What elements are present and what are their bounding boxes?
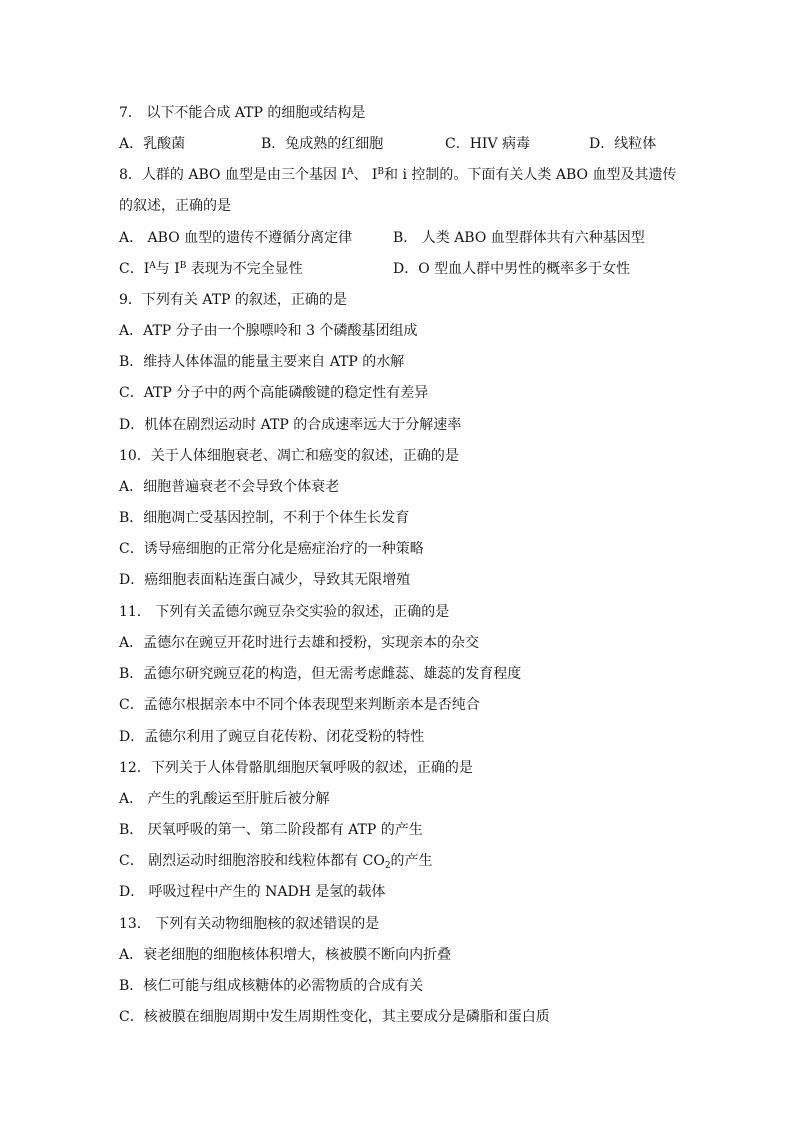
allele-superscript-b: B — [377, 167, 385, 177]
question-12-option-c-part: C． 剧烈运动时细胞溶胶和线粒体都有 CO — [119, 853, 385, 869]
question-13-stem: 13． 下列有关动物细胞核的叙述错误的是 — [119, 916, 380, 932]
allele-superscript-a: A — [149, 261, 156, 271]
question-12-option-c-part: 的产生 — [390, 853, 433, 869]
question-8-options-ab — [119, 226, 679, 250]
question-8-option-c-part: 表现为不完全显性 — [186, 261, 303, 277]
question-8-stem-part: 8．人群的 ABO 血型是由三个基因 I — [119, 167, 347, 183]
question-11-option-c: C．孟德尔根据亲本中不同个体表现型来判断亲本是否纯合 — [119, 697, 480, 713]
question-8-options-cd — [119, 257, 679, 281]
question-12-option-d: D． 呼吸过程中产生的 NADH 是氢的载体 — [119, 884, 386, 900]
question-10-stem: 10．关于人体细胞衰老、凋亡和癌变的叙述，正确的是 — [119, 448, 459, 464]
question-10-option-a: A．细胞普遍衰老不会导致个体衰老 — [119, 479, 340, 495]
question-8-stem — [119, 163, 676, 187]
question-12-option-c — [119, 849, 433, 873]
question-13-option-c: C．核被膜在细胞周期中发生周期性变化，其主要成分是磷脂和蛋白质 — [119, 1009, 550, 1025]
question-11-option-b: B．孟德尔研究豌豆花的构造，但无需考虑雌蕊、雄蕊的发育程度 — [119, 666, 522, 682]
question-8-stem-part: 、 I — [353, 167, 378, 183]
question-11-option-a: A．孟德尔在豌豆开花时进行去雄和授粉，实现亲本的杂交 — [119, 635, 480, 651]
question-9-option-a: A．ATP 分子由一个腺嘌呤和 3 个磷酸基团组成 — [119, 323, 418, 339]
question-7-stem: 7． 以下不能合成 ATP 的细胞或结构是 — [119, 105, 366, 121]
question-10-option-d: D．癌细胞表面粘连蛋白减少，导致其无限增殖 — [119, 572, 411, 588]
question-7-options — [119, 132, 679, 156]
question-12-stem: 12．下列关于人体骨骼肌细胞厌氧呼吸的叙述，正确的是 — [119, 760, 473, 776]
allele-superscript-b: B — [179, 261, 187, 271]
question-8-option-c-part: 与 I — [155, 261, 180, 277]
question-7-option-d: D．线粒体 — [589, 136, 657, 152]
question-11-stem: 11． 下列有关孟德尔豌豆杂交实验的叙述，正确的是 — [119, 604, 450, 620]
question-7-option-a: A．乳酸菌 — [119, 136, 186, 152]
question-12-option-a: A． 产生的乳酸运至肝脏后被分解 — [119, 791, 330, 807]
question-9-option-d: D．机体在剧烈运动时 ATP 的合成速率远大于分解速率 — [119, 417, 462, 433]
question-8-option-b: B． 人类 ABO 血型群体共有六种基因型 — [393, 230, 645, 246]
allele-superscript-a: A — [346, 167, 354, 177]
question-8-option-d: D．O 型血人群中男性的概率多于女性 — [393, 261, 631, 277]
question-8-option-c-part: C．I — [119, 261, 150, 277]
question-8-stem-continued: 的叙述，正确的是 — [119, 198, 231, 214]
question-9-option-c: C．ATP 分子中的两个高能磷酸键的稳定性有差异 — [119, 385, 429, 401]
question-13-option-a: A．衰老细胞的细胞核体积增大，核被膜不断向内折叠 — [119, 947, 452, 963]
question-11-option-d: D．孟德尔利用了豌豆自花传粉、闭花受粉的特性 — [119, 729, 425, 745]
question-10-option-b: B．细胞凋亡受基因控制，不利于个体生长发育 — [119, 510, 410, 526]
question-7-option-b: B．兔成熟的红细胞 — [261, 136, 384, 152]
question-8-option-a: A． ABO 血型的遗传不遵循分离定律 — [119, 230, 353, 246]
question-9-option-b: B．维持人体体温的能量主要来自 ATP 的水解 — [119, 354, 405, 370]
question-10-option-c: C．诱导癌细胞的正常分化是癌症治疗的一种策略 — [119, 541, 424, 557]
question-8-option-c — [119, 257, 303, 281]
question-8-stem-part: 和 i 控制的。下面有关人类 ABO 血型及其遗传 — [384, 167, 677, 183]
question-13-option-b: B．核仁可能与组成核糖体的必需物质的合成有关 — [119, 978, 424, 994]
question-7-option-c: C．HIV 病毒 — [445, 136, 531, 152]
co2-subscript: 2 — [384, 861, 391, 871]
question-9-stem: 9．下列有关 ATP 的叙述，正确的是 — [119, 292, 347, 308]
question-12-option-b: B． 厌氧呼吸的第一、第二阶段都有 ATP 的产生 — [119, 822, 423, 838]
